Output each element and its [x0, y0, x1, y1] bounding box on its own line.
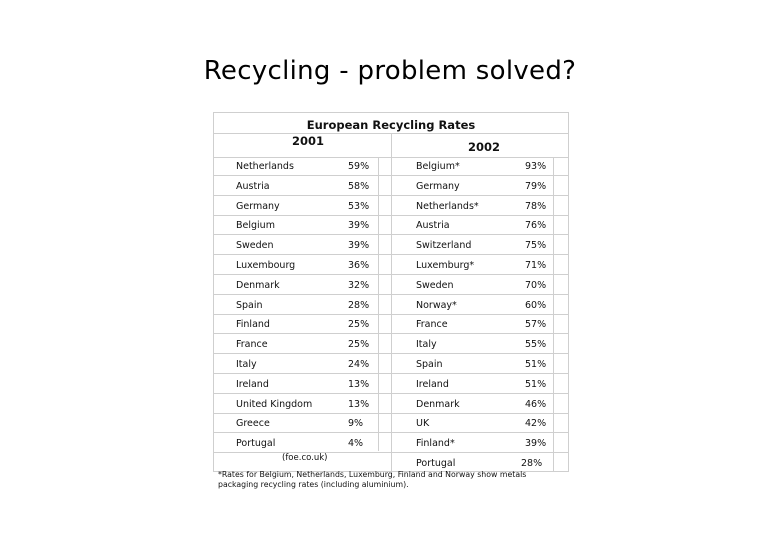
row-divider: [214, 175, 568, 176]
footnote: *Rates for Belgium, Netherlands, Luxemburg, Finland and Norway show metals packaging recycling rates (including aluminium).: [218, 470, 527, 489]
country-2002: Spain: [416, 359, 443, 370]
country-2002: France: [416, 319, 448, 331]
rate-2001: 58%: [348, 180, 370, 192]
rate-2002: 42%: [525, 418, 547, 430]
rate-2002: 60%: [525, 299, 547, 311]
country-2002: Sweden: [416, 279, 454, 291]
country-2002: Ireland: [416, 378, 449, 390]
rate-2002: 28%: [521, 458, 543, 469]
rate-2002: 78%: [525, 200, 547, 212]
country-2001: Netherlands: [236, 161, 294, 172]
country-2002: Italy: [416, 339, 437, 351]
table-title: European Recycling Rates: [306, 118, 476, 132]
country-2002: Netherlands*: [416, 200, 479, 212]
rate-2002: 71%: [525, 260, 547, 271]
row-divider: [214, 393, 568, 394]
rate-2001: 24%: [348, 359, 370, 370]
country-2001: Greece: [236, 418, 270, 430]
row-divider: [214, 353, 568, 354]
row-divider: [214, 373, 568, 374]
country-2002: Portugal: [416, 458, 456, 469]
country-2002: Belgium*: [416, 161, 460, 172]
row-divider: [214, 432, 568, 433]
country-2001: Luxembourg: [236, 260, 296, 271]
row-divider: [214, 234, 568, 235]
rate-2001: 59%: [348, 161, 370, 172]
rate-2002: 93%: [525, 161, 547, 172]
rate-2001: 25%: [348, 319, 370, 331]
country-2002: Germany: [416, 180, 460, 192]
rate-2001: 36%: [348, 260, 370, 271]
rate-2002: 57%: [525, 319, 547, 331]
year-header-2001: 2001: [292, 134, 325, 148]
row-divider: [214, 333, 568, 334]
rate-2001: 9%: [348, 418, 364, 430]
rate-2001: 53%: [348, 200, 370, 212]
country-2001: Ireland: [236, 378, 269, 390]
rate-2001: 13%: [348, 398, 370, 410]
country-2002: Switzerland: [416, 240, 472, 252]
row-divider: [214, 413, 568, 414]
country-2002: Luxemburg*: [416, 260, 475, 271]
country-2001: Germany: [236, 200, 280, 212]
country-2002: UK: [416, 418, 430, 430]
left-rate-divider: [378, 157, 379, 451]
country-2001: Spain: [236, 299, 263, 311]
row-divider: [214, 254, 568, 255]
country-2001: Sweden: [236, 240, 274, 252]
country-2002: Austria: [416, 220, 450, 232]
rate-2001: 25%: [348, 339, 370, 351]
row-divider: [214, 274, 568, 275]
column-divider: [391, 133, 392, 471]
row-divider: [214, 452, 568, 453]
country-2001: Finland: [236, 319, 270, 331]
rate-2002: 55%: [525, 339, 547, 351]
rate-2002: 51%: [525, 378, 547, 390]
rate-2001: 39%: [348, 240, 370, 252]
row-divider: [214, 314, 568, 315]
country-2002: Denmark: [416, 398, 460, 410]
row-divider: [214, 215, 568, 216]
country-2001: United Kingdom: [236, 398, 313, 410]
rate-2001: 32%: [348, 279, 370, 291]
recycling-rates-table: [213, 112, 569, 472]
country-2001: Belgium: [236, 220, 275, 232]
year-header-2002: 2002: [468, 140, 501, 154]
country-2001: Denmark: [236, 279, 280, 291]
rate-2002: 51%: [525, 359, 547, 370]
slide-title: Recycling - problem solved?: [203, 56, 577, 86]
country-2001: Portugal: [236, 438, 276, 450]
country-2001: France: [236, 339, 268, 351]
source-note: (foe.co.uk): [282, 453, 328, 463]
country-2001: Italy: [236, 359, 257, 370]
rate-2002: 76%: [525, 220, 547, 232]
rate-2002: 79%: [525, 180, 547, 192]
rate-2002: 75%: [525, 240, 547, 252]
rate-2002: 46%: [525, 398, 547, 410]
rate-2001: 28%: [348, 299, 370, 311]
rate-2002: 39%: [525, 438, 547, 450]
country-2001: Austria: [236, 180, 270, 192]
country-2002: Finland*: [416, 438, 455, 450]
row-divider: [214, 195, 568, 196]
rate-2002: 70%: [525, 279, 547, 291]
rate-2001: 13%: [348, 378, 370, 390]
rate-2001: 4%: [348, 438, 364, 450]
country-2002: Norway*: [416, 299, 457, 311]
rate-2001: 39%: [348, 220, 370, 232]
row-divider: [214, 294, 568, 295]
